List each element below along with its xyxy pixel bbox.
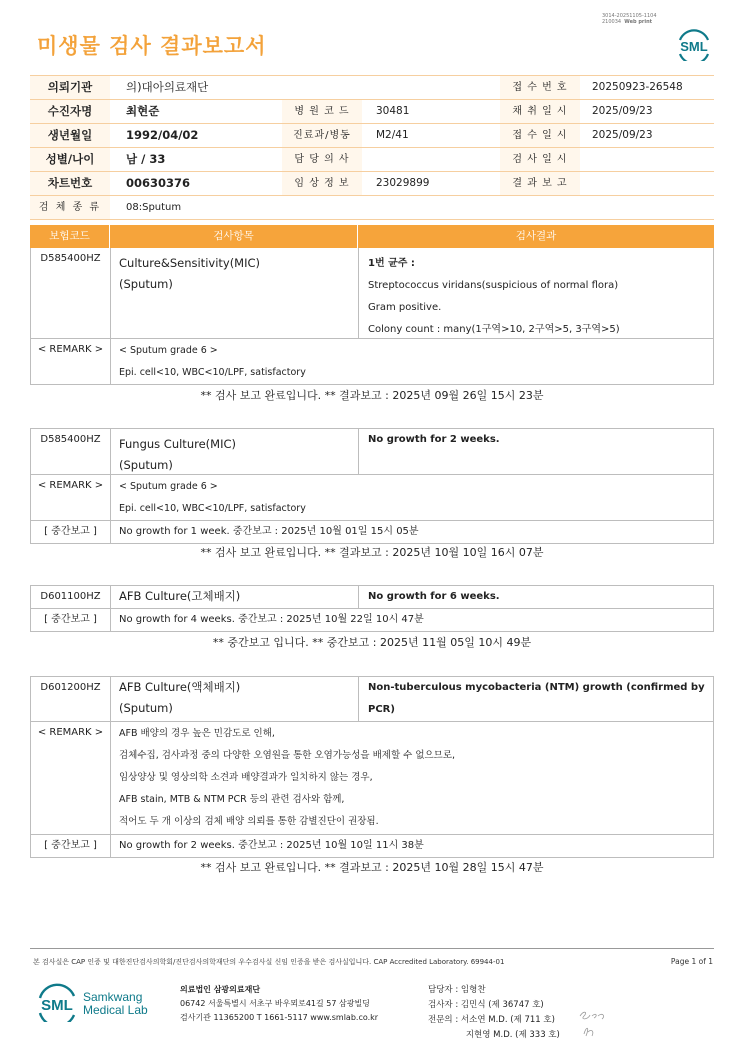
info-row [30, 172, 714, 196]
result-row [31, 429, 713, 474]
value-hospital-code: 30481 [376, 105, 410, 117]
samkwang-logo-icon [37, 982, 157, 1022]
remark-label: < REMARK > [37, 344, 104, 355]
insurance-code: D601200HZ [40, 682, 101, 693]
interim-row [31, 834, 713, 857]
signature-image [578, 1006, 608, 1040]
print-code-line: 210034 [602, 19, 622, 25]
result-block [30, 585, 714, 632]
label-specimen: 검 체 종 류 [30, 196, 110, 219]
header-test-item: 검사항목 [213, 230, 254, 242]
insurance-code: D601100HZ [40, 591, 101, 602]
label-sex-age: 성별/나이 [30, 148, 110, 171]
label-clinical-info: 임 상 정 보 [282, 172, 362, 195]
remark-row [31, 474, 713, 520]
value-requester: 의)대아의료재단 [126, 80, 209, 94]
result-header [30, 225, 714, 248]
test-result: No growth for 2 weeks. [368, 434, 500, 445]
remark-label: < REMARK > [37, 480, 104, 491]
test-item: Culture&Sensitivity(MIC) (Sputum) [119, 256, 261, 291]
label-chart-no: 차트번호 [30, 172, 110, 195]
label-receipt-no: 접 수 번 호 [500, 76, 580, 99]
value-sex-age: 남 / 33 [126, 152, 166, 166]
insurance-code: D585400HZ [40, 253, 101, 264]
remark-text: AFB 배양의 경우 높은 민감도로 인해, 검체수집, 검사과정 중의 다양한 오염원을 통한 오염가능성을 배제할 수 없으므로, 임상양상 및 영상의학 소견과 배양결과가 일치하지 않는 경우, AFB stain, MTB & NTM PCR 등의 관련 검사와 함께, 적어도 두 개 이상의 검체 배양 의뢰를 통한 감별진단이 권장됨. [119, 728, 456, 827]
test-result: Non-tuberculous mycobacteria (NTM) growth (confirmed by PCR) [368, 682, 705, 715]
info-row [30, 76, 714, 100]
footer-divider [30, 948, 714, 949]
logo-text: SML [41, 997, 73, 1014]
company-info: 의료법인 삼광의료재단 06742 서울특별시 서초구 바우뫼로41길 57 삼광빌딩 검사기관 11365200 T 1661-5117 www.smlab.co.kr [180, 985, 379, 1022]
header-test-result: 검사결과 [515, 230, 557, 242]
label-hospital-code: 병 원 코 드 [282, 100, 362, 123]
print-mode: Web print [624, 19, 653, 25]
report-title: 미생물 검사 결과보고서 [37, 34, 267, 58]
result-block [30, 428, 714, 544]
print-code [602, 13, 662, 25]
value-birthdate: 1992/04/02 [126, 128, 199, 142]
remark-row [31, 721, 713, 834]
value-collection-date: 2025/09/23 [592, 105, 653, 117]
patient-info-table [30, 75, 714, 220]
value-specimen: 08:Sputum [126, 202, 182, 213]
value-patient-name: 최현준 [126, 104, 160, 118]
label-requester: 의뢰기관 [30, 76, 110, 99]
interim-label: [ 중간보고 ] [44, 840, 97, 851]
info-row [30, 100, 714, 124]
remark-text: < Sputum grade 6 > Epi. cell<10, WBC<10/LPF, satisfactory [119, 481, 306, 514]
remark-label: < REMARK > [37, 727, 104, 738]
test-item: AFB Culture(액체배지) (Sputum) [119, 680, 241, 715]
label-test-date: 검 사 일 시 [500, 148, 580, 171]
info-row [30, 124, 714, 148]
label-patient-name: 수진자명 [30, 100, 110, 123]
label-result-report: 결 과 보 고 [500, 172, 580, 195]
result-row [31, 586, 713, 608]
sml-logo-icon [676, 27, 712, 61]
insurance-code: D585400HZ [40, 434, 101, 445]
label-department: 진료과/병동 [282, 124, 362, 147]
logo-name-line1: Samkwang [83, 990, 143, 1004]
interim-text: No growth for 1 week. 중간보고 : 2025년 10월 01일 15시 05분 [119, 526, 419, 537]
result-block [30, 676, 714, 858]
interim-text: No growth for 2 weeks. 중간보고 : 2025년 10월 10일 11시 38분 [119, 840, 424, 851]
label-collection-date: 채 취 일 시 [500, 100, 580, 123]
header-insurance-code: 보험코드 [49, 230, 90, 242]
logo-name-line2: Medical Lab [83, 1003, 148, 1017]
interim-text: No growth for 4 weeks. 중간보고 : 2025년 10월 22일 10시 47분 [119, 614, 424, 625]
info-row [30, 148, 714, 172]
value-chart-no: 00630376 [126, 176, 191, 190]
page-number: Page 1 of 1 [670, 957, 713, 966]
report-status: ** 검사 보고 완료입니다. ** 결과보고 : 2025년 09월 26일 15시 23분 [200, 389, 544, 402]
interim-row [31, 520, 713, 543]
result-block [30, 248, 714, 385]
label-birthdate: 생년월일 [30, 124, 110, 147]
logo-text: SML [680, 39, 708, 54]
test-result: 1번 균주 : Streptococcus viridans(suspicious of normal flora) Gram positive. Colony count : many(1구역>10, 2구역>5, 3구역>5) [368, 258, 620, 335]
test-item: AFB Culture(고체배지) [119, 589, 241, 603]
result-row [31, 248, 713, 338]
test-result: No growth for 6 weeks. [368, 591, 500, 602]
interim-label: [ 중간보고 ] [44, 526, 97, 537]
value-receipt-date: 2025/09/23 [592, 129, 653, 141]
accreditation-note: 본 검사실은 CAP 인증 및 대한진단검사의학회/진단검사의학재단의 우수검사실 신임 인증을 받은 검사실입니다. CAP Accredited Laboratory. 69944-01 [33, 958, 505, 966]
interim-row [31, 608, 713, 631]
remark-text: < Sputum grade 6 > Epi. cell<10, WBC<10/LPF, satisfactory [119, 345, 306, 378]
result-row [31, 677, 713, 721]
remark-row [31, 338, 713, 384]
value-clinical-info: 23029899 [376, 177, 430, 189]
value-receipt-no: 20250923-26548 [592, 81, 683, 93]
test-item: Fungus Culture(MIC) (Sputum) [119, 437, 236, 472]
report-status: ** 검사 보고 완료입니다. ** 결과보고 : 2025년 10월 10일 16시 07분 [200, 546, 544, 559]
value-department: M2/41 [376, 129, 409, 141]
print-code-line: 3014-20251105-1104 [602, 13, 657, 19]
report-status: ** 검사 보고 완료입니다. ** 결과보고 : 2025년 10월 28일 15시 47분 [200, 861, 544, 874]
info-row [30, 196, 714, 219]
report-status: ** 중간보고 입니다. ** 중간보고 : 2025년 11월 05일 10시 49분 [212, 636, 532, 649]
interim-label: [ 중간보고 ] [44, 614, 97, 625]
label-doctor: 담 당 의 사 [282, 148, 362, 171]
staff-info: 담당자 : 임형찬 검사자 : 김민식 (제 36747 호) 전문의 : 서소연 M.D. (제 711 호) 지현영 M.D. (제 333 호) [428, 985, 560, 1040]
label-receipt-date: 접 수 일 시 [500, 124, 580, 147]
